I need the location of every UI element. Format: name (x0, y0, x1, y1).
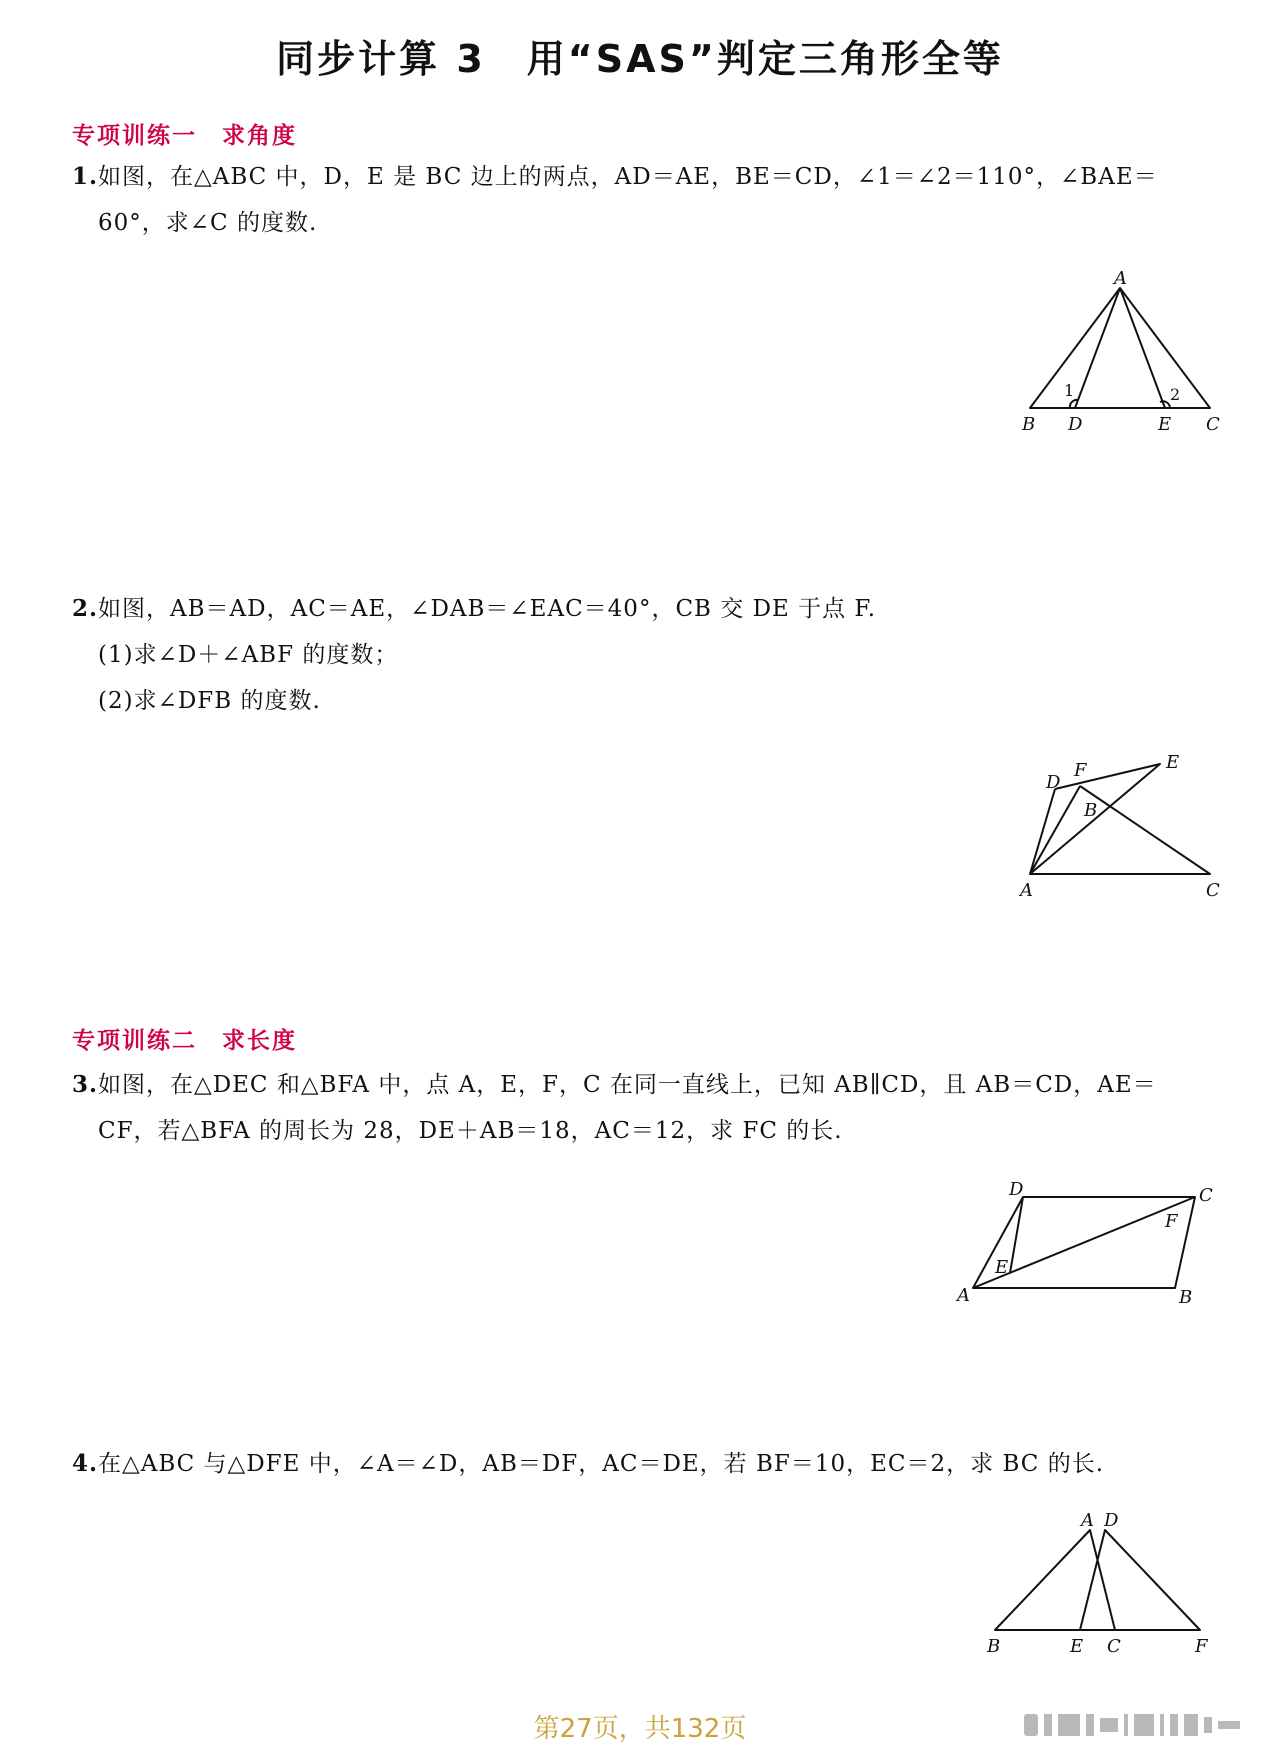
figure-4-svg (985, 1510, 1215, 1668)
question-1-number: 1. (72, 163, 99, 190)
figure-3 (955, 1179, 1225, 1319)
figure-1-label-1: 1 (1064, 381, 1075, 400)
figure-2-label-b: B (1084, 800, 1098, 821)
figure-4-triangle-abc (995, 1530, 1115, 1630)
figure-4 (985, 1510, 1215, 1672)
figure-1-label-a: A (1114, 268, 1127, 289)
figure-2-label-f: F (1074, 760, 1087, 781)
figure-4-label-e: E (1070, 1636, 1084, 1657)
question-1 (72, 154, 1222, 246)
figure-1-label-d: D (1068, 414, 1083, 435)
figure-1-label-b: B (1022, 414, 1036, 435)
figure-2-svg (1000, 754, 1230, 904)
figure-1-label-e: E (1158, 414, 1172, 435)
question-1-text-1: 如图，在△ABC 中，D，E 是 BC 边上的两点，AD＝AE，BE＝CD，∠1＝∠2＝110°，∠BAE＝ (98, 164, 1158, 190)
question-3 (72, 1062, 1222, 1154)
question-3-line-1 (72, 1062, 1222, 1108)
question-3-number: 3. (72, 1071, 99, 1098)
question-3-line-2: CF，若△BFA 的周长为 28，DE＋AB＝18，AC＝12，求 FC 的长. (98, 1118, 843, 1144)
watermark-logo (1024, 1714, 1240, 1736)
figure-4-label-a: A (1081, 1510, 1094, 1531)
question-2-number: 2. (72, 595, 99, 622)
figure-4-label-c: C (1107, 1636, 1121, 1657)
figure-2-label-d: D (1046, 772, 1061, 793)
figure-1 (1000, 268, 1230, 442)
section-heading-lengths: 专项训练二 求长度 (72, 1028, 297, 1054)
question-4 (72, 1441, 1222, 1487)
figure-1-label-c: C (1206, 414, 1220, 435)
figure-3-label-d: D (1009, 1179, 1024, 1200)
figure-4-label-f: F (1195, 1636, 1208, 1657)
figure-4-label-b: B (987, 1636, 1001, 1657)
figure-4-label-d: D (1104, 1510, 1119, 1531)
question-4-number: 4. (72, 1450, 99, 1477)
page-number-footer: 第27页，共132页 (533, 1714, 747, 1744)
question-4-line-1 (72, 1441, 1222, 1487)
figure-4-triangle-def (1080, 1530, 1200, 1630)
section-heading-angles: 专项训练一 求角度 (72, 123, 297, 149)
figure-3-svg (955, 1179, 1225, 1315)
figure-3-label-a: A (957, 1285, 970, 1306)
figure-2 (1000, 754, 1230, 908)
question-2-text-1: 如图，AB＝AD，AC＝AE，∠DAB＝∠EAC＝40°，CB 交 DE 于点 F. (98, 596, 877, 622)
question-2-part-1: (1)求∠D＋∠ABF 的度数； (98, 642, 399, 668)
question-1-line-2: 60°，求∠C 的度数. (98, 210, 318, 236)
figure-2-label-c: C (1206, 880, 1220, 901)
figure-2-label-e: E (1166, 752, 1180, 773)
question-3-text-1: 如图，在△DEC 和△BFA 中，点 A，E，F，C 在同一直线上，已知 AB∥CD，且 AB＝CD，AE＝ (98, 1072, 1157, 1098)
question-1-line-1 (72, 154, 1222, 200)
figure-2-label-a: A (1020, 880, 1033, 901)
figure-1-label-2: 2 (1170, 385, 1181, 404)
figure-2-path-dacf (1030, 786, 1210, 874)
figure-3-label-f: F (1165, 1211, 1178, 1232)
question-2 (72, 586, 1222, 724)
figure-1-triangle-abc (1030, 288, 1210, 408)
question-4-text-1: 在△ABC 与△DFE 中，∠A＝∠D，AB＝DF，AC＝DE，若 BF＝10，EC＝2，求 BC 的长. (98, 1451, 1104, 1477)
figure-3-label-c: C (1199, 1185, 1213, 1206)
figure-1-segment-ae (1120, 288, 1165, 408)
question-2-part-2: (2)求∠DFB 的度数. (98, 688, 321, 714)
figure-1-svg (1000, 268, 1230, 438)
figure-2-segment-ab (1030, 786, 1080, 874)
figure-3-label-e: E (995, 1257, 1009, 1278)
question-2-line-1 (72, 586, 1222, 632)
figure-3-label-b: B (1179, 1287, 1193, 1308)
page-title: 同步计算 3 用“SAS”判定三角形全等 (276, 37, 1004, 81)
figure-1-segment-ad (1075, 288, 1120, 408)
